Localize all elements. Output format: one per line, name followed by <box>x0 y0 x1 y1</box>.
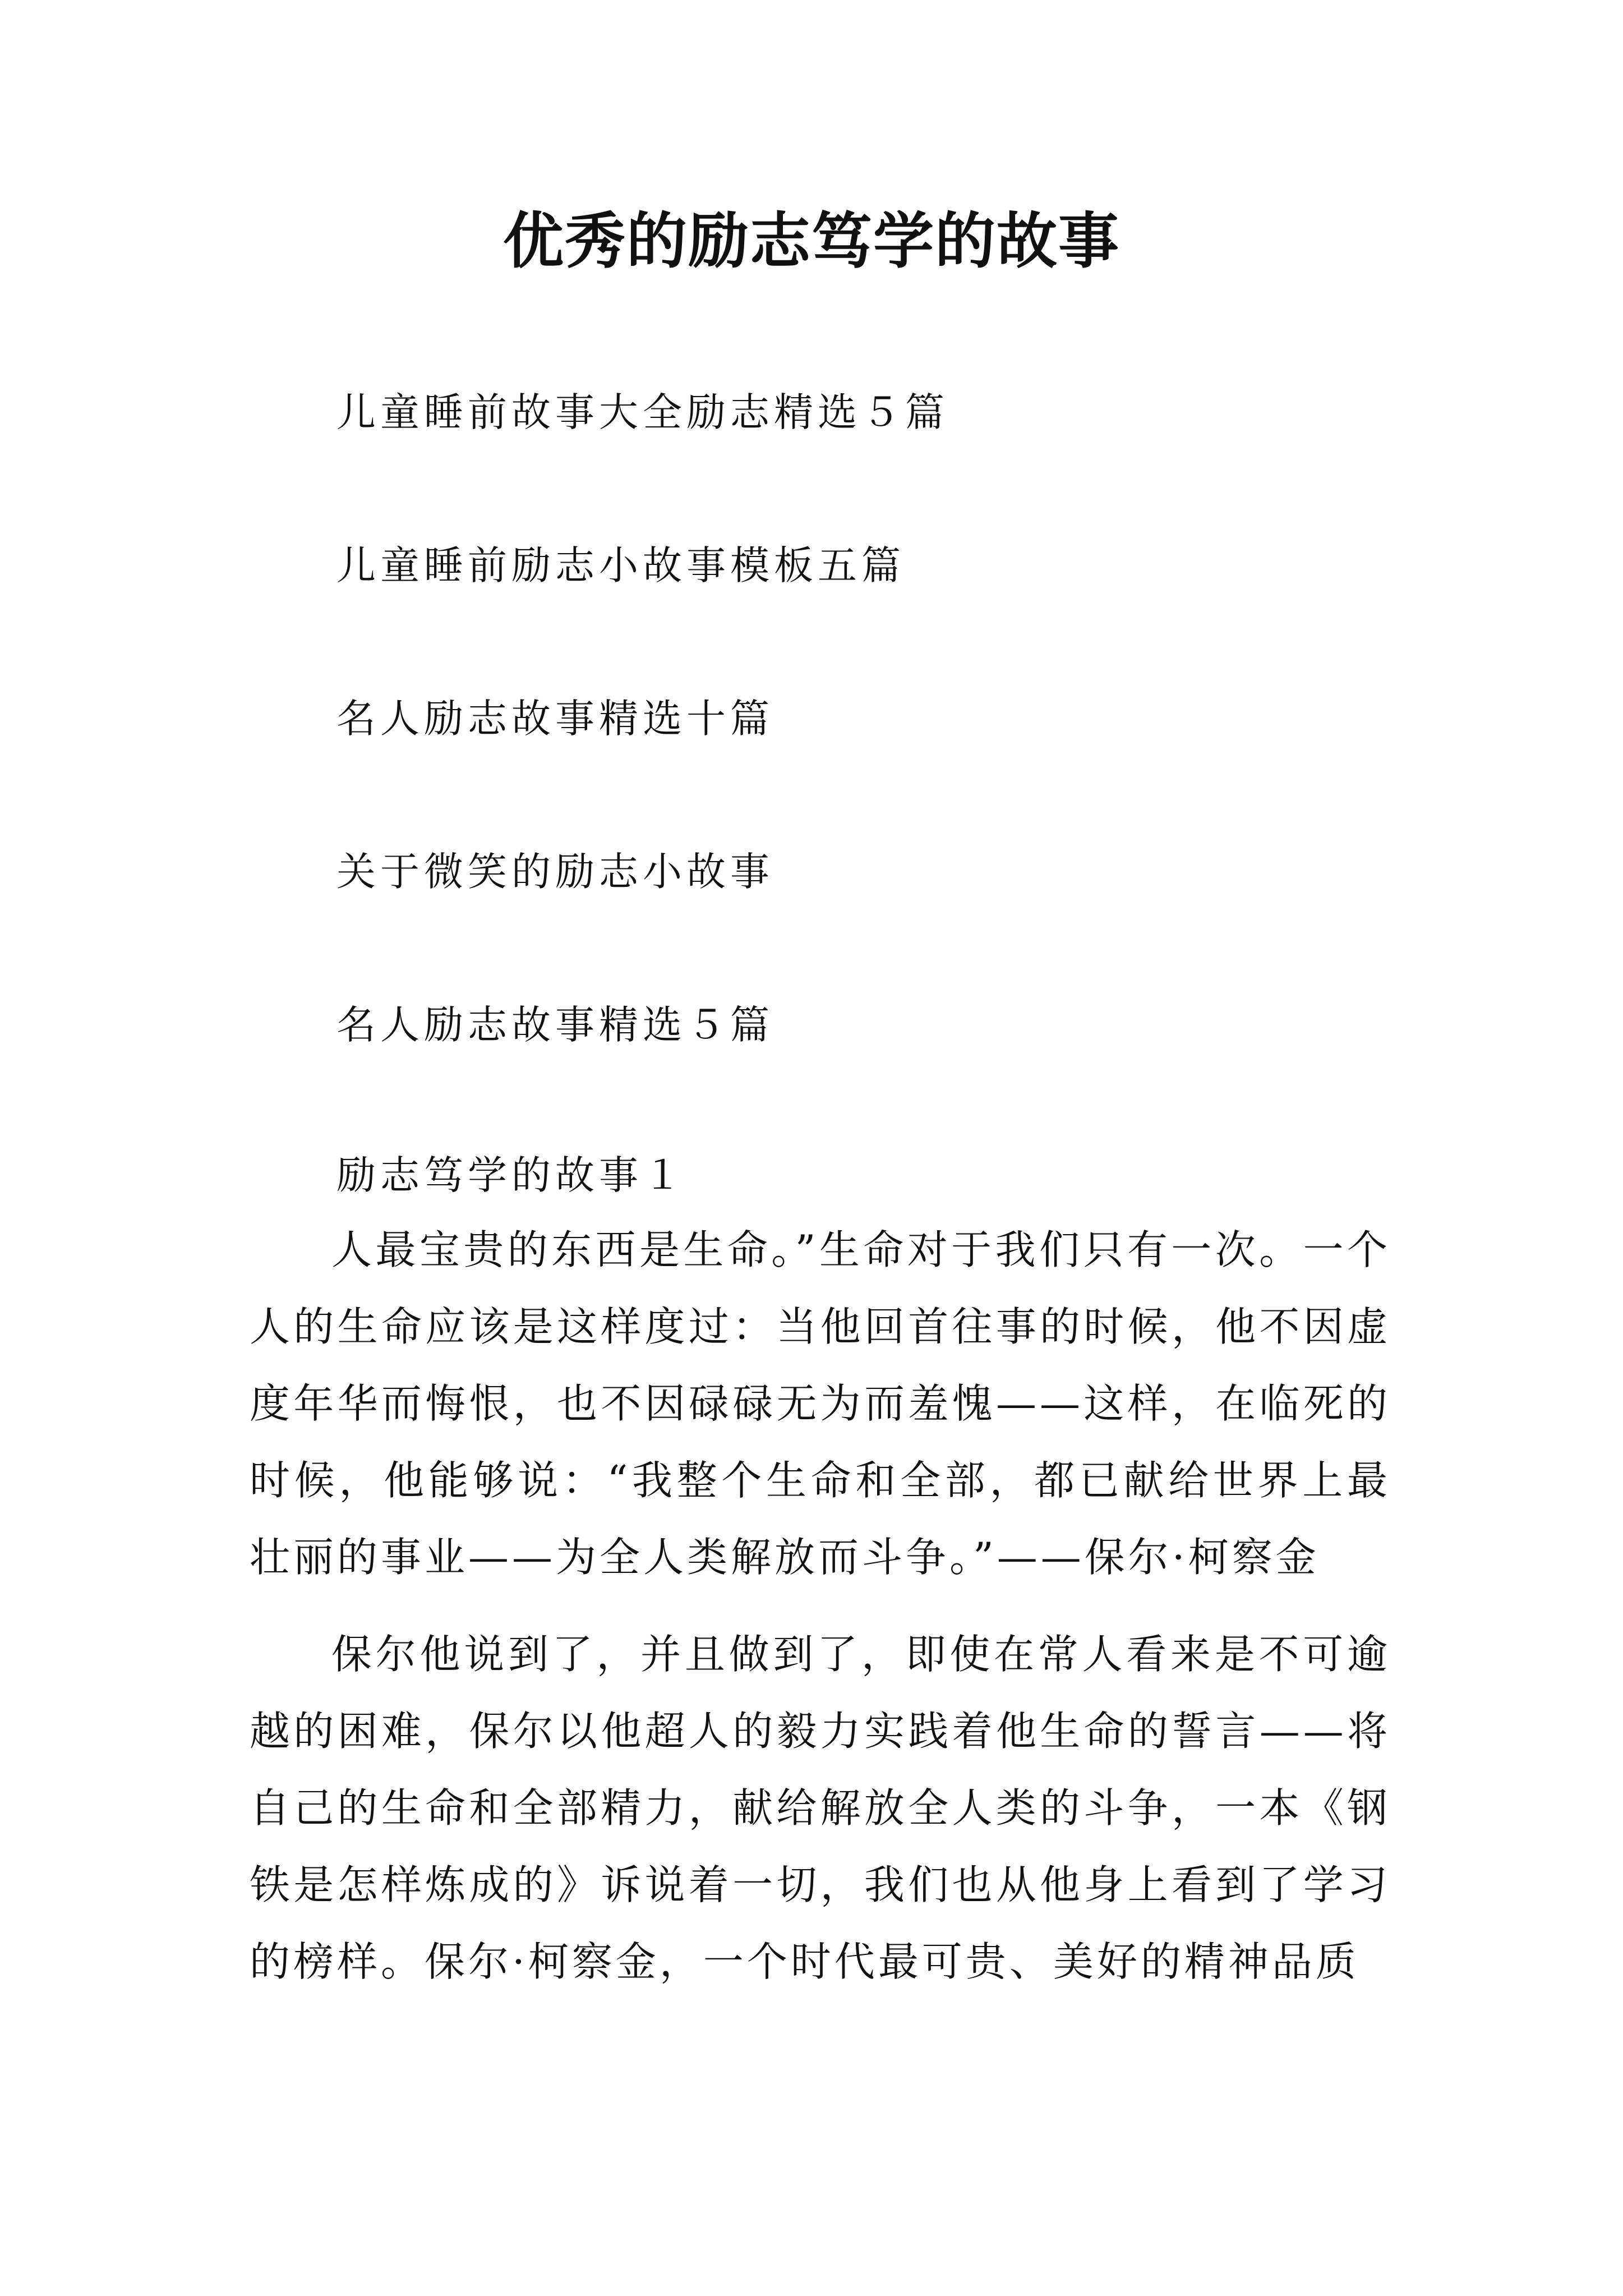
document-title: 优秀的励志笃学的故事 <box>502 206 1120 277</box>
article-body <box>250 1212 1391 2021</box>
related-article-link[interactable]: 儿童睡前故事大全励志精选５篇 <box>336 389 949 435</box>
body-paragraph: 人最宝贵的东西是生命。”生命对于我们只有一次。一个人的生命应该是这样度过：当他回首往事的时候，他不因虚度年华而悔恨，也不因碌碌无为而羞愧——这样，在临死的时候，他能够说：“我整个生命和全部，都已献给世界上最壮丽的事业——为全人类解放而斗争。”——保尔·柯察金 <box>250 1226 1391 1581</box>
section-heading: 励志笃学的故事１ <box>336 1152 686 1198</box>
related-article-link[interactable]: 名人励志故事精选５篇 <box>336 1002 774 1048</box>
related-article-link[interactable]: 儿童睡前励志小故事模板五篇 <box>336 542 905 588</box>
related-article-link[interactable]: 关于微笑的励志小故事 <box>336 849 774 895</box>
body-paragraph: 保尔他说到了，并且做到了，即使在常人看来是不可逾越的困难，保尔以他超人的毅力实践着他生命的誓言——将自己的生命和全部精力，献给解放全人类的斗争，一本《钢铁是怎样炼成的》诉说着一切，我们也从他身上看到了学习的榜样。保尔·柯察金，一个时代最可贵、美好的精神品质 <box>250 1631 1391 1985</box>
related-article-link[interactable]: 名人励志故事精选十篇 <box>336 696 774 742</box>
related-articles-list <box>336 387 949 1153</box>
